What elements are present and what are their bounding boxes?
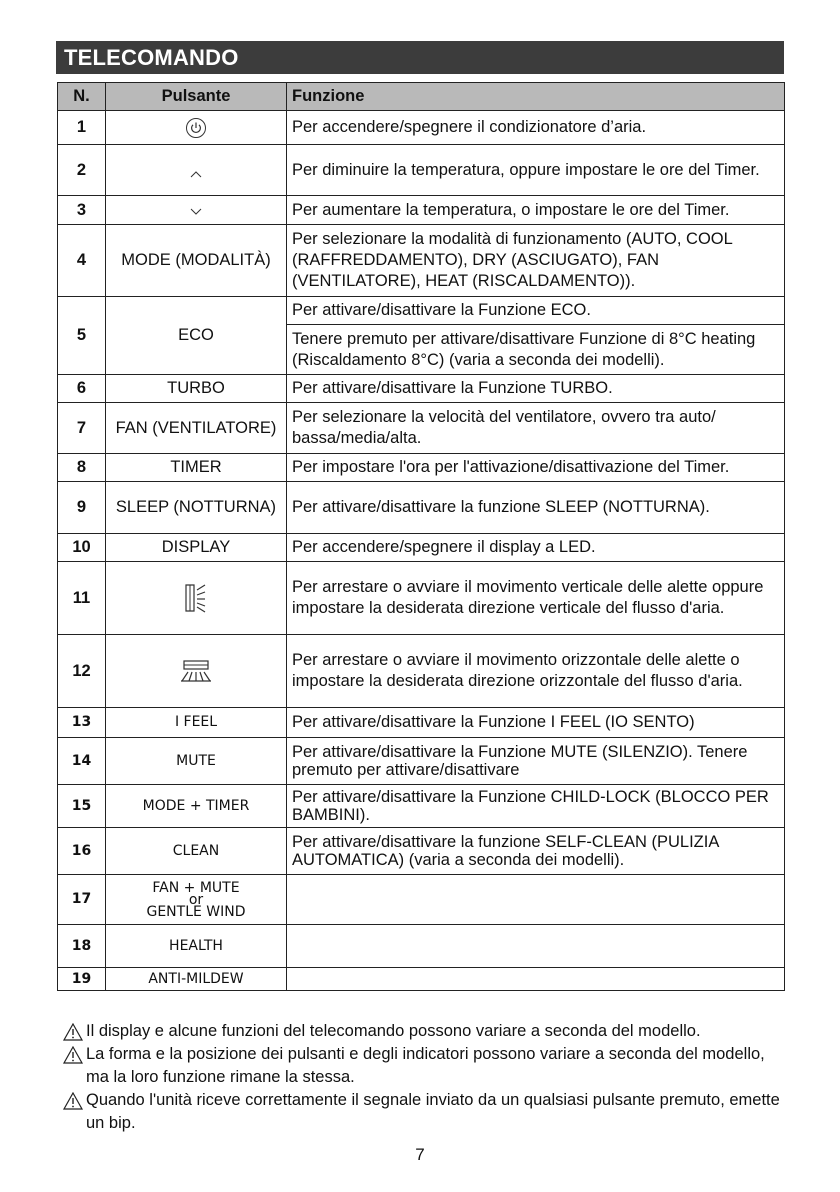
table-row bbox=[58, 925, 785, 968]
table-row bbox=[58, 145, 785, 196]
row-button: TIMER bbox=[106, 454, 287, 482]
row-button: SLEEP (NOTTURNA) bbox=[106, 482, 287, 534]
row-number: 17 bbox=[58, 875, 106, 925]
row-function: Per accendere/spegnere il display a LED. bbox=[287, 534, 785, 562]
remote-control-table bbox=[57, 82, 785, 991]
table-row bbox=[58, 454, 785, 482]
row-number: 8 bbox=[58, 454, 106, 482]
note-item bbox=[60, 1089, 790, 1135]
row-button: I FEEL bbox=[106, 708, 287, 738]
warning-icon bbox=[60, 1046, 86, 1064]
row-function bbox=[287, 875, 785, 925]
row-number: 5 bbox=[58, 297, 106, 375]
note-item bbox=[60, 1020, 790, 1043]
row-function: Per attivare/disattivare la Funzione ECO. bbox=[287, 297, 785, 325]
row-button bbox=[106, 562, 287, 635]
table-row bbox=[58, 534, 785, 562]
row-button: TURBO bbox=[106, 375, 287, 403]
row-button: HEALTH bbox=[106, 925, 287, 968]
row-number: 1 bbox=[58, 111, 106, 145]
chevron-down-icon bbox=[189, 206, 203, 218]
row-function bbox=[287, 925, 785, 968]
row-number: 15 bbox=[58, 785, 106, 828]
table-row bbox=[58, 738, 785, 785]
row-button: MODE + TIMER bbox=[106, 785, 287, 828]
row-function: Per attivare/disattivare la Funzione CHILD-LOCK (BLOCCO PER BAMBINI). bbox=[287, 785, 785, 828]
note-text: La forma e la posizione dei pulsanti e degli indicatori possono variare a seconda del modello, ma la loro funzione rimane la stessa. bbox=[86, 1045, 765, 1086]
vertical-swing-icon bbox=[183, 582, 209, 614]
table-row bbox=[58, 403, 785, 454]
row-number: 18 bbox=[58, 925, 106, 968]
note-text: Il display e alcune funzioni del telecomando possono variare a seconda del modello. bbox=[86, 1022, 701, 1040]
button-or-label: or bbox=[188, 891, 204, 908]
page-number: 7 bbox=[415, 1145, 425, 1164]
header-button: Pulsante bbox=[106, 83, 287, 111]
row-button: ANTI-MILDEW bbox=[106, 968, 287, 991]
row-function: Per arrestare o avviare il movimento orizzontale delle alette o impostare la desiderata direzione orizzontale del flusso d'aria. bbox=[287, 635, 785, 708]
button-combo-label: FAN + MUTE bbox=[152, 879, 240, 896]
row-button bbox=[106, 196, 287, 225]
table-row bbox=[58, 196, 785, 225]
row-button bbox=[106, 111, 287, 145]
chevron-up-icon bbox=[189, 168, 203, 180]
row-function: Per accendere/spegnere il condizionatore d’aria. bbox=[287, 111, 785, 145]
row-button: DISPLAY bbox=[106, 534, 287, 562]
header-function: Funzione bbox=[287, 83, 785, 111]
row-function: Per attivare/disattivare la Funzione MUTE (SILENZIO). Tenere premuto per attivare/disattivare bbox=[287, 738, 785, 785]
row-button: ECO bbox=[106, 297, 287, 375]
table-row bbox=[58, 562, 785, 635]
row-button: MODE (MODALITÀ) bbox=[106, 225, 287, 297]
row-function: Per selezionare la modalità di funzionamento (AUTO, COOL (RAFFREDDAMENTO), DRY (ASCIUGATO), FAN (VENTILATORE), HEAT (RISCALDAMENTO)). bbox=[287, 225, 785, 297]
row-number: 2 bbox=[58, 145, 106, 196]
row-function bbox=[287, 968, 785, 991]
row-button bbox=[106, 145, 287, 196]
row-number: 16 bbox=[58, 828, 106, 875]
table-row bbox=[58, 375, 785, 403]
row-button: FAN (VENTILATORE) bbox=[106, 403, 287, 454]
notes bbox=[60, 1020, 790, 1135]
row-button: MUTE bbox=[106, 738, 287, 785]
table-header bbox=[58, 83, 785, 111]
table-row bbox=[58, 708, 785, 738]
row-function: Per impostare l'ora per l'attivazione/disattivazione del Timer. bbox=[287, 454, 785, 482]
header-num: N. bbox=[58, 83, 106, 111]
table-row bbox=[58, 297, 785, 325]
row-function: Per attivare/disattivare la funzione SLEEP (NOTTURNA). bbox=[287, 482, 785, 534]
row-number: 14 bbox=[58, 738, 106, 785]
row-function: Per aumentare la temperatura, o impostare le ore del Timer. bbox=[287, 196, 785, 225]
warning-icon bbox=[60, 1092, 86, 1110]
note-item bbox=[60, 1043, 790, 1089]
row-function: Per attivare/disattivare la funzione SELF-CLEAN (PULIZIA AUTOMATICA) (varia a seconda dei modelli). bbox=[287, 828, 785, 875]
table-row bbox=[58, 785, 785, 828]
section-title: TELECOMANDO bbox=[56, 41, 784, 74]
horizontal-swing-icon bbox=[179, 659, 213, 683]
row-number: 4 bbox=[58, 225, 106, 297]
row-function: Tenere premuto per attivare/disattivare Funzione di 8°C heating (Riscaldamento 8°C) (varia a seconda dei modelli). bbox=[287, 325, 785, 375]
note-text: Quando l'unità riceve correttamente il segnale inviato da un qualsiasi pulsante premuto, emette un bip. bbox=[86, 1091, 780, 1132]
table-row bbox=[58, 828, 785, 875]
row-function: Per attivare/disattivare la Funzione I FEEL (IO SENTO) bbox=[287, 708, 785, 738]
row-button: CLEAN bbox=[106, 828, 287, 875]
row-number: 12 bbox=[58, 635, 106, 708]
row-number: 3 bbox=[58, 196, 106, 225]
row-function: Per selezionare la velocità del ventilatore, ovvero tra auto/ bassa/media/alta. bbox=[287, 403, 785, 454]
table-row bbox=[58, 225, 785, 297]
row-number: 9 bbox=[58, 482, 106, 534]
warning-icon bbox=[60, 1023, 86, 1041]
row-function: Per attivare/disattivare la Funzione TURBO. bbox=[287, 375, 785, 403]
power-icon bbox=[185, 117, 207, 139]
row-function: Per diminuire la temperatura, oppure impostare le ore del Timer. bbox=[287, 145, 785, 196]
row-button bbox=[106, 875, 287, 925]
table-row bbox=[58, 968, 785, 991]
row-number: 6 bbox=[58, 375, 106, 403]
row-number: 10 bbox=[58, 534, 106, 562]
row-function: Per arrestare o avviare il movimento verticale delle alette oppure impostare la desiderata direzione verticale del flusso d'aria. bbox=[287, 562, 785, 635]
table-row bbox=[58, 875, 785, 925]
table-row bbox=[58, 111, 785, 145]
row-number: 11 bbox=[58, 562, 106, 635]
table-row bbox=[58, 635, 785, 708]
row-number: 7 bbox=[58, 403, 106, 454]
row-number: 19 bbox=[58, 968, 106, 991]
button-alt-label: GENTLE WIND bbox=[146, 903, 246, 920]
table-row bbox=[58, 482, 785, 534]
row-number: 13 bbox=[58, 708, 106, 738]
row-button bbox=[106, 635, 287, 708]
